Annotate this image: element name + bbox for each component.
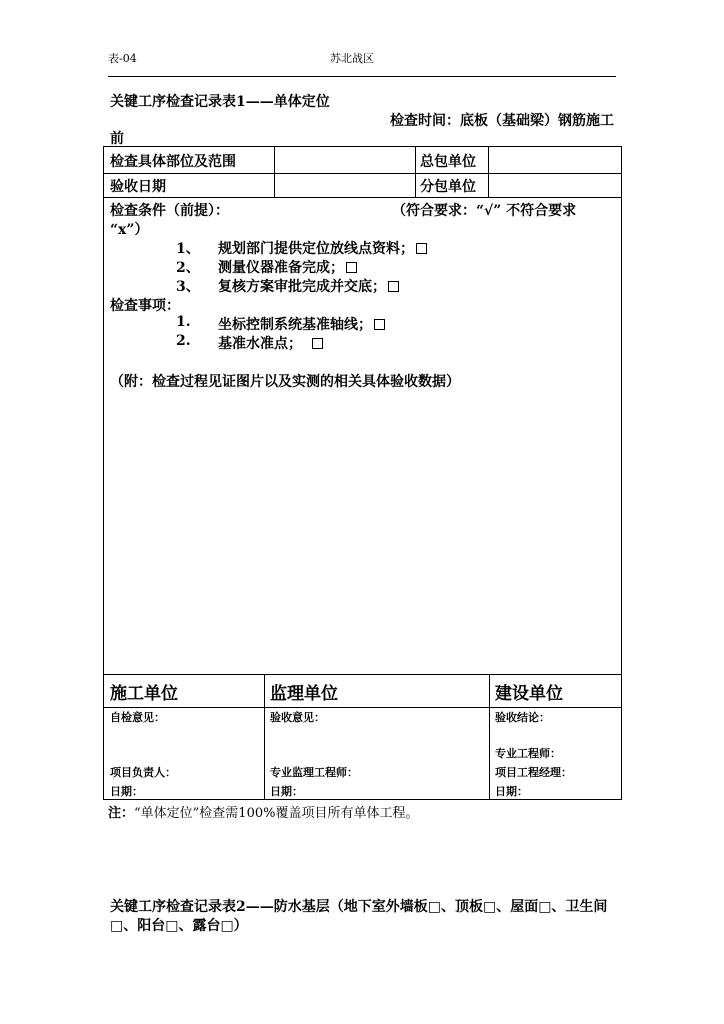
owner-unit-title: 建设单位 (495, 684, 563, 704)
self-check-opinion: 自检意见： (110, 711, 165, 724)
checkbox[interactable] (388, 281, 399, 292)
matters-label: 检查事项： (110, 298, 180, 314)
supervising-engineer: 专业监理工程师： (270, 766, 358, 779)
matter-num: 2. (176, 333, 191, 349)
project-manager: 项目工程经理： (495, 766, 572, 779)
condition-text: 规划部门提供定位放线点资料； (218, 241, 414, 257)
matter-item (176, 333, 191, 349)
header-divider (108, 76, 616, 77)
matter-num: 1. (176, 314, 191, 330)
row-divider (104, 707, 621, 708)
supervision-unit-title: 监理单位 (270, 684, 338, 704)
footnote-label: 注： (108, 806, 135, 821)
row-divider (104, 197, 621, 198)
supervision-date: 日期： (270, 785, 303, 798)
matter-item (218, 333, 323, 353)
construction-unit-title: 施工单位 (110, 684, 178, 704)
col-divider (274, 147, 275, 197)
construction-date: 日期： (110, 785, 143, 798)
owner-date: 日期： (495, 785, 528, 798)
legend-line1: （符合要求：“√” 不符合要求 (392, 203, 577, 219)
conditions-label: 检查条件（前提）： (110, 203, 229, 219)
professional-engineer: 专业工程师： (495, 747, 561, 760)
condition-item (218, 238, 427, 258)
scope-input[interactable] (276, 148, 413, 172)
matter-item (176, 314, 191, 330)
attachment-note: （附：检查过程见证图片以及实测的相关具体验收数据） (110, 374, 460, 390)
col-divider (264, 674, 265, 799)
footnote (108, 802, 418, 821)
record1-form (103, 146, 622, 800)
record2-title: 关键工序检查记录表2——防水基层（地下室外墙板□、顶板□、屋面□、卫生间□、阳台□、露台□） (110, 899, 608, 934)
acceptance-opinion: 验收意见： (270, 711, 325, 724)
col-divider (489, 674, 490, 799)
condition-item (218, 257, 357, 277)
condition-num: 3、 (176, 279, 200, 295)
checkbox[interactable] (312, 338, 323, 349)
checkbox[interactable] (346, 262, 357, 273)
condition-item (176, 238, 200, 258)
matter-text: 基准水准点； (218, 336, 302, 352)
condition-item (176, 276, 200, 296)
matter-text: 坐标控制系统基准轴线； (218, 317, 372, 333)
condition-text: 复核方案审批完成并交底； (218, 279, 386, 295)
form-number: 表-04 (108, 52, 137, 65)
checkbox[interactable] (416, 243, 427, 254)
general-contractor-input[interactable] (490, 148, 620, 172)
col-divider (488, 147, 489, 197)
scope-label: 检查具体部位及范围 (110, 154, 236, 170)
check-time-line1: 检查时间：底板（基础梁）钢筋施工 (390, 113, 614, 129)
condition-text: 测量仪器准备完成； (218, 260, 344, 276)
region-name: 苏北战区 (330, 52, 374, 65)
legend-line2: “x”） (110, 222, 149, 238)
check-time-line2: 前 (110, 131, 124, 147)
col-divider (415, 147, 416, 197)
condition-num: 2、 (176, 260, 200, 276)
condition-num: 1、 (176, 241, 200, 257)
footnote-text: “单体定位”检查需100%覆盖项目所有单体工程。 (134, 806, 419, 821)
project-leader: 项目负责人： (110, 766, 176, 779)
acceptance-conclusion: 验收结论： (495, 711, 550, 724)
general-contractor-label: 总包单位 (420, 154, 476, 170)
subcontractor-label: 分包单位 (420, 179, 476, 195)
acceptance-date-input[interactable] (276, 174, 413, 196)
condition-item (176, 257, 200, 277)
matter-item (218, 314, 385, 334)
checkbox[interactable] (374, 319, 385, 330)
condition-item (218, 276, 399, 296)
acceptance-date-label: 验收日期 (110, 179, 166, 195)
row-divider (104, 674, 621, 675)
subcontractor-input[interactable] (490, 174, 620, 196)
record1-title: 关键工序检查记录表1——单体定位 (110, 94, 330, 110)
